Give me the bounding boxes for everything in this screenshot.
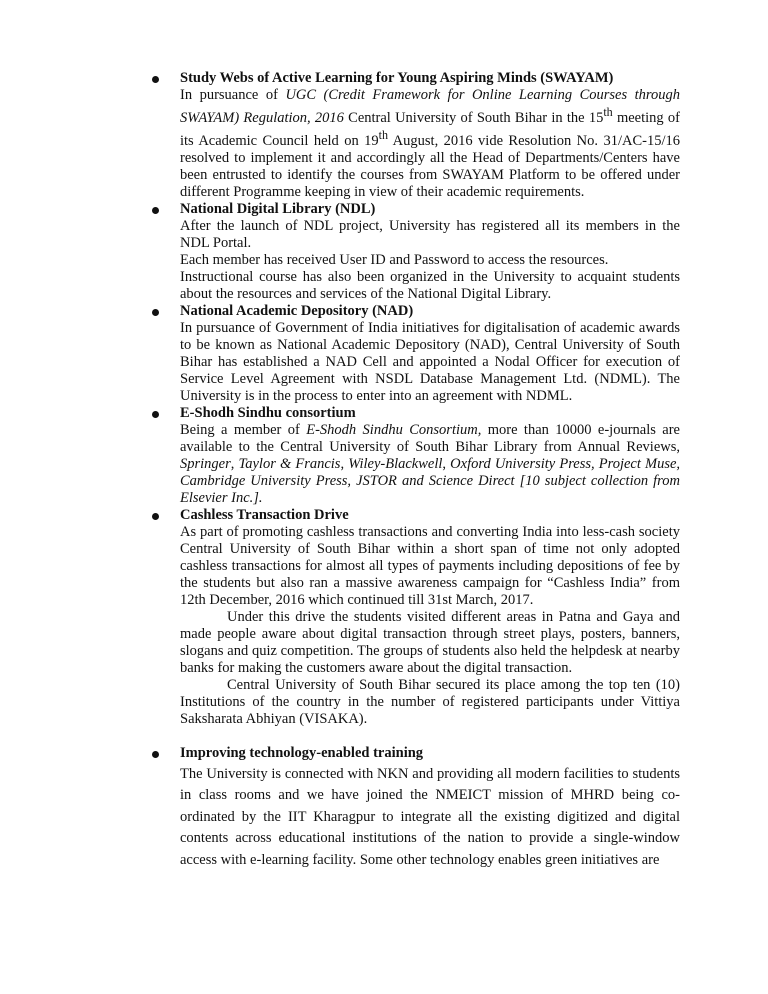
section-heading: Improving technology-enabled training [180,744,424,761]
paragraph: Central University of South Bihar secured its place among the top ten (10) Institutions of the country in the number of registered participants under Vittiya Saksharata Abhiyan (VISAKA). [180,676,680,727]
bullet-icon [152,751,159,758]
section-heading: National Digital Library (NDL) [180,200,376,217]
bullet-icon [152,411,159,418]
section-body [180,422,680,507]
bullet-icon [152,207,159,214]
section-heading: E-Shodh Sindhu consortium [180,404,356,421]
list-item-nad [150,303,680,405]
list-item-cashless [150,507,680,728]
paragraph: In pursuance of UGC (Credit Framework for Online Learning Courses through SWAYAM) Regulation, 2016 Central University of South Bihar in the 15th meeting of its Academic Council held on 19th August, 2016 vide Resolution No. 31/AC-15/16 resolved to implement it and accordingly all the Head of Departments/Centers have been entrusted to identify the courses from SWAYAM Platform to be offered under different Programme keeping in view of their academic requirements. [180,87,680,200]
section-heading: Study Webs of Active Learning for Young Aspiring Minds (SWAYAM) [180,70,614,86]
list-item-ndl [150,201,680,303]
paragraph: Being a member of E-Shodh Sindhu Consortium, more than 10000 e-journals are available to the Central University of South Bihar Library from Annual Reviews, Springer, Taylor & Francis, Wiley-Blackwell, Oxford University Press, Project Muse, Cambridge University Press, JSTOR and Science Direct [10 subject collection from Elsevier Inc.]. [180,421,681,506]
bullet-list [150,70,680,871]
paragraph: Under this drive the students visited different areas in Patna and Gaya and made people aware about digital transaction through street plays, posters, banners, slogans and quiz competition. The groups of students also held the helpdesk at nearby banks for making the customers aware about the digital transaction. [180,608,680,676]
paragraph: Each member has received User ID and Password to access the resources. [180,251,609,268]
section-body [180,218,680,303]
paragraph: As part of promoting cashless transactions and converting India into less-cash society Central University of South Bihar within a short span of time not only adopted cashless transactions for almost all types of payments including depositions of fee by the students but also ran a massive awareness campaign for “Cashless India” from 12th December, 2016 which continued till 31st March, 2017. [180,523,680,608]
paragraph: After the launch of NDL project, University has registered all its members in the NDL Portal. [180,217,680,251]
section-body [180,320,680,405]
list-item-technology [150,745,680,872]
bullet-icon [152,513,159,520]
section-body [180,524,680,728]
list-item-swayam [150,70,680,201]
section-body [180,87,680,201]
bullet-icon [152,76,159,83]
paragraph: The University is connected with NKN and providing all modern facilities to students in class rooms and we have joined the NMEICT mission of MHRD being co-ordinated by the IIT Kharagpur to integrate all the existing digitized and digital contents across educational institutions of the nation to provide a single-window access with e-learning facility. Some other technology enables green initiatives are [180,765,680,868]
section-heading: Cashless Transaction Drive [180,506,349,523]
paragraph: In pursuance of Government of India initiatives for digitalisation of academic awards to be known as National Academic Depository (NAD), Central University of South Bihar has established a NAD Cell and appointed a Nodal Officer for execution of Service Level Agreement with NSDL Database Management Ltd. (NDML). The University is in the process to enter into an agreement with NDML. [180,319,680,404]
bullet-icon [152,309,159,316]
list-item-eshodh [150,405,680,507]
paragraph: Instructional course has also been organized in the University to acquaint students about the resources and services of the National Digital Library. [180,268,680,302]
section-body [180,764,680,872]
section-heading: National Academic Depository (NAD) [180,302,414,319]
